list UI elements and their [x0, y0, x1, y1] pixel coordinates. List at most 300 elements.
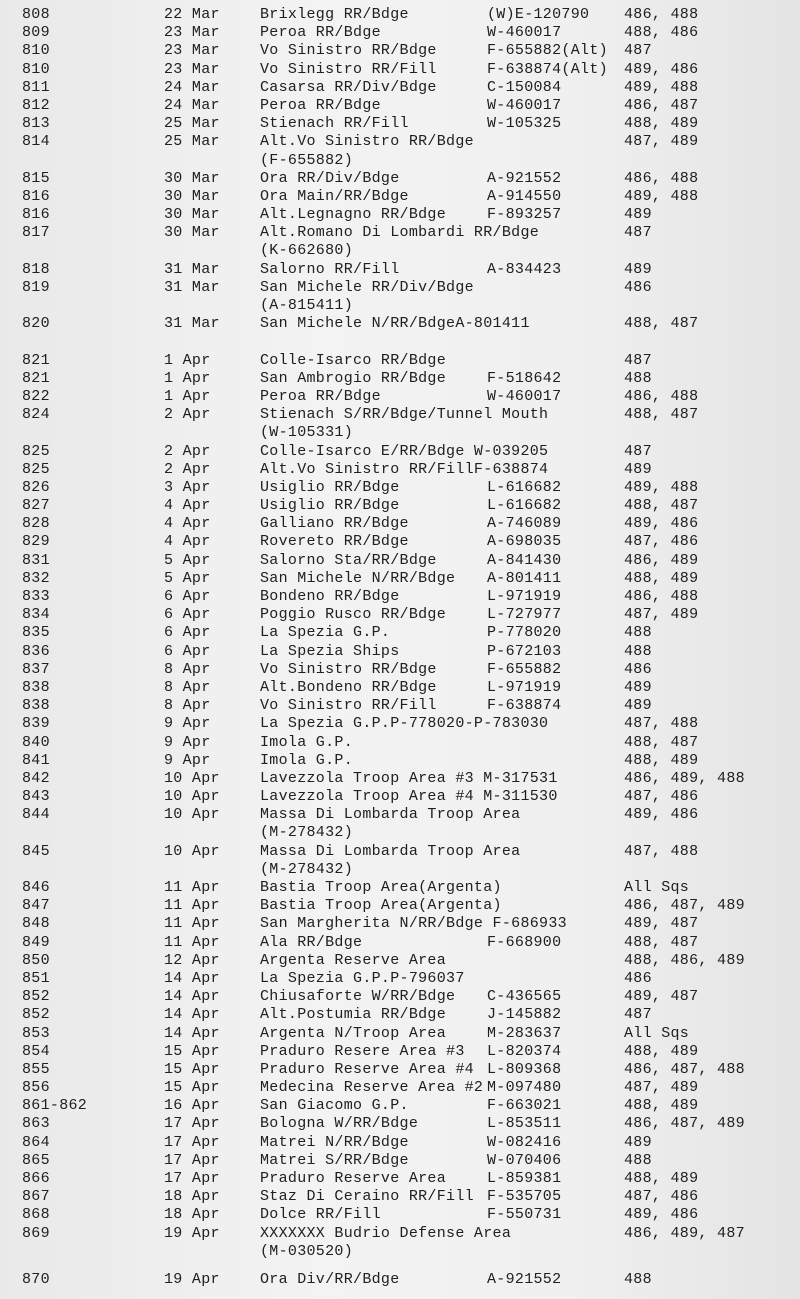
mission-target: Argenta Reserve Area — [260, 951, 447, 969]
grid-code: A-914550 — [487, 187, 562, 205]
mission-row — [0, 443, 800, 461]
mission-date: 17 Apr — [164, 1133, 220, 1151]
mission-number: 816 — [22, 206, 50, 224]
mission-date: 10 Apr — [164, 769, 220, 787]
mission-target: La Spezia Ships — [260, 642, 400, 660]
mission-target: San Margherita N/RR/Bdge F-686933 — [260, 915, 567, 933]
mission-row — [0, 861, 800, 879]
grid-code: P-778020 — [487, 624, 562, 642]
mission-target: Brixlegg RR/Bdge — [260, 6, 409, 23]
mission-number: 835 — [22, 624, 50, 642]
mission-number: 836 — [22, 642, 50, 660]
mission-number: 856 — [22, 1079, 50, 1097]
mission-date: 30 Mar — [164, 224, 220, 242]
mission-date: 3 Apr — [164, 478, 211, 496]
mission-number: 821 — [22, 351, 50, 369]
mission-row — [0, 1243, 800, 1261]
mission-date: 17 Apr — [164, 1170, 220, 1187]
mission-number: 838 — [22, 678, 50, 696]
mission-number: 867 — [22, 1188, 50, 1206]
mission-row — [0, 6, 800, 24]
mission-number: 843 — [22, 788, 50, 806]
mission-number: 825 — [22, 460, 50, 478]
squadrons: 486, 489 — [624, 551, 699, 569]
grid-code: L-859381 — [487, 1170, 562, 1187]
squadrons: 488 — [624, 1270, 652, 1288]
mission-number: 837 — [22, 660, 50, 678]
grid-code: W-082416 — [487, 1133, 562, 1151]
mission-date: 23 Mar — [164, 24, 220, 42]
mission-number: 810 — [22, 42, 50, 60]
squadrons: All Sqs — [624, 1024, 690, 1042]
mission-date: 23 Mar — [164, 42, 220, 60]
squadrons: 488, 489 — [624, 569, 699, 587]
grid-code: L-809368 — [487, 1060, 562, 1078]
mission-target: Matrei N/RR/Bdge — [260, 1133, 409, 1151]
mission-row — [0, 624, 800, 642]
grid-code: A-746089 — [487, 515, 562, 533]
mission-date: 19 Apr — [164, 1270, 220, 1288]
squadrons: 488, 489 — [624, 751, 699, 769]
mission-row — [0, 333, 800, 351]
mission-number: 866 — [22, 1170, 50, 1187]
mission-row — [0, 388, 800, 406]
mission-target: Ora Div/RR/Bdge — [260, 1270, 400, 1288]
mission-row — [0, 24, 800, 42]
squadrons: 488, 489 — [624, 1042, 699, 1060]
mission-date: 4 Apr — [164, 497, 211, 515]
mission-target: San Ambrogio RR/Bdge — [260, 369, 447, 387]
squadrons: 486, 488 — [624, 6, 699, 23]
mission-row — [0, 752, 800, 770]
mission-number: 834 — [22, 606, 50, 624]
mission-target: (F-655882) — [260, 151, 354, 169]
mission-row — [0, 734, 800, 752]
mission-target: Imola G.P. — [260, 733, 354, 751]
mission-target: Poggio Rusco RR/Bdge — [260, 606, 447, 624]
mission-row — [0, 42, 800, 60]
mission-target: Lavezzola Troop Area #4 M-311530 — [260, 788, 558, 806]
mission-target: Vo Sinistro RR/Fill — [260, 60, 437, 78]
mission-date: 10 Apr — [164, 806, 220, 824]
mission-date: 1 Apr — [164, 351, 211, 369]
mission-target: Staz Di Ceraino RR/Fill — [260, 1188, 474, 1206]
squadrons: 486, 489, 488 — [624, 769, 745, 787]
grid-code: F-518642 — [487, 369, 562, 387]
mission-number: 814 — [22, 133, 50, 151]
mission-date: 1 Apr — [164, 387, 211, 405]
mission-row — [0, 1271, 800, 1289]
squadrons: 489, 488 — [624, 78, 699, 96]
mission-row — [0, 1097, 800, 1115]
mission-row — [0, 279, 800, 297]
mission-row — [0, 133, 800, 151]
mission-number: 841 — [22, 751, 50, 769]
mission-date: 17 Apr — [164, 1115, 220, 1133]
mission-number: 831 — [22, 551, 50, 569]
mission-number: 850 — [22, 951, 50, 969]
mission-date: 22 Mar — [164, 6, 220, 23]
squadrons: 487, 488 — [624, 842, 699, 860]
mission-number: 829 — [22, 533, 50, 551]
squadrons: 489 — [624, 697, 652, 715]
mission-target: Dolce RR/Fill — [260, 1206, 381, 1224]
grid-code: F-668900 — [487, 933, 562, 951]
mission-target: Matrei S/RR/Bdge — [260, 1151, 409, 1169]
mission-target: Bondeno RR/Bdge — [260, 588, 400, 605]
mission-target: Bologna W/RR/Bdge — [260, 1115, 419, 1133]
grid-code: C-436565 — [487, 988, 562, 1006]
squadrons: 487, 486 — [624, 533, 699, 551]
mission-row — [0, 315, 800, 333]
grid-code: F-638874(Alt) — [487, 60, 608, 78]
squadrons: 486, 487 — [624, 96, 699, 114]
mission-row — [0, 406, 800, 424]
squadrons: 486, 487, 489 — [624, 897, 745, 915]
squadrons: 489 — [624, 678, 652, 696]
mission-date: 11 Apr — [164, 897, 220, 915]
mission-row — [0, 97, 800, 115]
mission-target: Alt.Legnagno RR/Bdge — [260, 206, 447, 224]
mission-date: 23 Mar — [164, 60, 220, 78]
mission-target: Stienach S/RR/Bdge/Tunnel Mouth — [260, 406, 549, 424]
grid-code: L-616682 — [487, 478, 562, 496]
mission-number: 853 — [22, 1024, 50, 1042]
mission-date: 14 Apr — [164, 1006, 220, 1024]
grid-code: L-820374 — [487, 1042, 562, 1060]
mission-row — [0, 770, 800, 788]
mission-row — [0, 897, 800, 915]
mission-number: 848 — [22, 915, 50, 933]
grid-code: W-460017 — [487, 96, 562, 114]
squadrons: 488, 486 — [624, 24, 699, 42]
mission-row — [0, 497, 800, 515]
mission-row — [0, 643, 800, 661]
mission-row — [0, 1225, 800, 1243]
mission-date: 24 Mar — [164, 96, 220, 114]
grid-code: L-727977 — [487, 606, 562, 624]
squadrons: 489, 486 — [624, 60, 699, 78]
mission-target: Alt.Vo Sinistro RR/FillF-638874 — [260, 460, 549, 478]
mission-number: 855 — [22, 1060, 50, 1078]
mission-date: 15 Apr — [164, 1079, 220, 1097]
squadrons: 486, 489, 487 — [624, 1224, 745, 1242]
mission-row — [0, 952, 800, 970]
squadrons: 486, 487, 489 — [624, 1115, 745, 1133]
mission-row — [0, 824, 800, 842]
mission-row — [0, 170, 800, 188]
mission-date: 2 Apr — [164, 442, 211, 460]
mission-row — [0, 1206, 800, 1224]
mission-row — [0, 915, 800, 933]
grid-code: F-655882(Alt) — [487, 42, 608, 60]
mission-date: 4 Apr — [164, 533, 211, 551]
grid-code: W-070406 — [487, 1151, 562, 1169]
mission-date: 6 Apr — [164, 642, 211, 660]
mission-date: 5 Apr — [164, 551, 211, 569]
mission-date: 10 Apr — [164, 788, 220, 806]
mission-row — [0, 461, 800, 479]
mission-date: 6 Apr — [164, 606, 211, 624]
grid-code: F-655882 — [487, 660, 562, 678]
mission-number: 824 — [22, 406, 50, 424]
mission-target: Colle-Isarco E/RR/Bdge W-039205 — [260, 442, 549, 460]
mission-target: Massa Di Lombarda Troop Area — [260, 842, 521, 860]
squadrons: 489 — [624, 260, 652, 278]
mission-date: 14 Apr — [164, 988, 220, 1006]
mission-number: 833 — [22, 588, 50, 605]
mission-date: 18 Apr — [164, 1188, 220, 1206]
mission-row — [0, 661, 800, 679]
mission-target: Alt.Bondeno RR/Bdge — [260, 678, 437, 696]
squadrons: 487, 489 — [624, 606, 699, 624]
mission-row — [0, 1152, 800, 1170]
grid-code: W-460017 — [487, 24, 562, 42]
squadrons: 488 — [624, 642, 652, 660]
mission-target: Massa Di Lombarda Troop Area — [260, 806, 521, 824]
mission-target: Stienach RR/Fill — [260, 115, 409, 133]
mission-target: Peroa RR/Bdge — [260, 24, 381, 42]
mission-date: 9 Apr — [164, 715, 211, 733]
squadrons: 488, 487 — [624, 315, 699, 333]
squadrons: 488 — [624, 1151, 652, 1169]
squadrons: 488 — [624, 369, 652, 387]
mission-row — [0, 552, 800, 570]
squadrons: 487, 486 — [624, 1188, 699, 1206]
squadrons: All Sqs — [624, 879, 690, 896]
squadrons: 489 — [624, 206, 652, 224]
mission-number: 827 — [22, 497, 50, 515]
squadrons: 488, 486, 489 — [624, 951, 745, 969]
mission-date: 17 Apr — [164, 1151, 220, 1169]
mission-number: 852 — [22, 988, 50, 1006]
squadrons: 488, 489 — [624, 115, 699, 133]
mission-date: 25 Mar — [164, 115, 220, 133]
mission-number: 816 — [22, 187, 50, 205]
mission-target: San Michele RR/Div/Bdge — [260, 278, 474, 296]
mission-date: 30 Mar — [164, 169, 220, 187]
mission-number: 838 — [22, 697, 50, 715]
mission-date: 19 Apr — [164, 1224, 220, 1242]
mission-date: 9 Apr — [164, 751, 211, 769]
squadrons: 489, 487 — [624, 988, 699, 1006]
mission-number: 845 — [22, 842, 50, 860]
mission-row — [0, 1025, 800, 1043]
grid-code: A-841430 — [487, 551, 562, 569]
mission-row — [0, 515, 800, 533]
mission-number: 819 — [22, 278, 50, 296]
mission-target: Salorno Sta/RR/Bdge — [260, 551, 437, 569]
mission-date: 15 Apr — [164, 1042, 220, 1060]
grid-code: P-672103 — [487, 642, 562, 660]
squadrons: 489, 486 — [624, 806, 699, 824]
mission-target: Casarsa RR/Div/Bdge — [260, 78, 437, 96]
mission-number: 808 — [22, 6, 50, 23]
mission-row — [0, 79, 800, 97]
mission-target: Praduro Reserve Area #4 — [260, 1060, 474, 1078]
mission-target: Peroa RR/Bdge — [260, 96, 381, 114]
mission-date: 30 Mar — [164, 187, 220, 205]
mission-row — [0, 115, 800, 133]
mission-row — [0, 1134, 800, 1152]
mission-row — [0, 879, 800, 897]
mission-row — [0, 1115, 800, 1133]
mission-row — [0, 715, 800, 733]
mission-target: (M-278432) — [260, 860, 354, 878]
mission-row — [0, 970, 800, 988]
mission-row — [0, 1006, 800, 1024]
mission-target: Ora RR/Div/Bdge — [260, 169, 400, 187]
mission-number: 846 — [22, 879, 50, 896]
mission-target: Usiglio RR/Bdge — [260, 497, 400, 515]
squadrons: 489, 486 — [624, 515, 699, 533]
grid-code: M-097480 — [487, 1079, 562, 1097]
mission-row — [0, 224, 800, 242]
mission-row — [0, 424, 800, 442]
mission-row — [0, 479, 800, 497]
mission-row — [0, 1188, 800, 1206]
grid-code: M-283637 — [487, 1024, 562, 1042]
mission-number: 821 — [22, 369, 50, 387]
squadrons: 487 — [624, 42, 652, 60]
mission-date: 25 Mar — [164, 133, 220, 151]
mission-number: 812 — [22, 96, 50, 114]
mission-number: 832 — [22, 569, 50, 587]
grid-code: L-853511 — [487, 1115, 562, 1133]
mission-row — [0, 679, 800, 697]
mission-target: Alt.Postumia RR/Bdge — [260, 1006, 447, 1024]
mission-target: Salorno RR/Fill — [260, 260, 400, 278]
squadrons: 487, 489 — [624, 1079, 699, 1097]
mission-target: Imola G.P. — [260, 751, 354, 769]
squadrons: 486, 487, 488 — [624, 1060, 745, 1078]
grid-code: A-834423 — [487, 260, 562, 278]
mission-date: 31 Mar — [164, 260, 220, 278]
mission-row — [0, 370, 800, 388]
mission-number: 861-862 — [22, 1097, 88, 1115]
squadrons: 487 — [624, 351, 652, 369]
grid-code: F-550731 — [487, 1206, 562, 1224]
squadrons: 488, 487 — [624, 933, 699, 951]
mission-number: 810 — [22, 60, 50, 78]
mission-target: La Spezia G.P. — [260, 624, 391, 642]
mission-target: Bastia Troop Area(Argenta) — [260, 897, 502, 915]
mission-row — [0, 352, 800, 370]
mission-row — [0, 1061, 800, 1079]
mission-row — [0, 188, 800, 206]
mission-date: 8 Apr — [164, 678, 211, 696]
mission-number: 851 — [22, 969, 50, 987]
mission-number: 815 — [22, 169, 50, 187]
mission-number: 840 — [22, 733, 50, 751]
mission-date: 18 Apr — [164, 1206, 220, 1224]
squadrons: 486, 488 — [624, 387, 699, 405]
mission-number: 818 — [22, 260, 50, 278]
squadrons: 486 — [624, 660, 652, 678]
mission-date: 24 Mar — [164, 78, 220, 96]
mission-target: San Giacomo G.P. — [260, 1097, 409, 1115]
mission-row — [0, 261, 800, 279]
grid-code: (W)E-120790 — [487, 6, 590, 23]
mission-target: San Michele N/RR/BdgeA-801411 — [260, 315, 530, 333]
mission-target: La Spezia G.P.P-796037 — [260, 969, 465, 987]
grid-code: C-150084 — [487, 78, 562, 96]
mission-number: 864 — [22, 1133, 50, 1151]
mission-target: (K-662680) — [260, 242, 354, 260]
mission-date: 4 Apr — [164, 515, 211, 533]
grid-code: F-663021 — [487, 1097, 562, 1115]
mission-number: 822 — [22, 387, 50, 405]
grid-code: J-145882 — [487, 1006, 562, 1024]
mission-number: 839 — [22, 715, 50, 733]
squadrons: 487, 489 — [624, 133, 699, 151]
mission-number: 852 — [22, 1006, 50, 1024]
mission-date: 31 Mar — [164, 278, 220, 296]
mission-date: 30 Mar — [164, 206, 220, 224]
squadrons: 487 — [624, 224, 652, 242]
squadrons: 489 — [624, 1133, 652, 1151]
mission-date: 8 Apr — [164, 697, 211, 715]
mission-target: Praduro Resere Area #3 — [260, 1042, 465, 1060]
mission-number: 844 — [22, 806, 50, 824]
mission-row — [0, 297, 800, 315]
mission-number: 825 — [22, 442, 50, 460]
grid-code: F-638874 — [487, 697, 562, 715]
mission-number: 869 — [22, 1224, 50, 1242]
mission-target: Galliano RR/Bdge — [260, 515, 409, 533]
mission-target: Ala RR/Bdge — [260, 933, 363, 951]
mission-row — [0, 788, 800, 806]
mission-number: 809 — [22, 24, 50, 42]
mission-target: Medecina Reserve Area #2 — [260, 1079, 484, 1097]
squadrons: 489, 488 — [624, 187, 699, 205]
mission-date: 31 Mar — [164, 315, 220, 333]
mission-row — [0, 806, 800, 824]
mission-date: 12 Apr — [164, 951, 220, 969]
mission-date: 9 Apr — [164, 733, 211, 751]
squadrons: 488, 487 — [624, 497, 699, 515]
grid-code: F-893257 — [487, 206, 562, 224]
squadrons: 488, 487 — [624, 733, 699, 751]
mission-target: Peroa RR/Bdge — [260, 387, 381, 405]
squadrons: 486, 488 — [624, 169, 699, 187]
mission-target: XXXXXXX Budrio Defense Area — [260, 1224, 512, 1242]
mission-date: 11 Apr — [164, 915, 220, 933]
mission-target: (W-105331) — [260, 424, 354, 442]
mission-target: Usiglio RR/Bdge — [260, 478, 400, 496]
mission-date: 11 Apr — [164, 879, 220, 896]
mission-row — [0, 1170, 800, 1188]
squadrons: 489, 488 — [624, 478, 699, 496]
mission-target: (A-815411) — [260, 297, 354, 314]
mission-number: 847 — [22, 897, 50, 915]
mission-date: 11 Apr — [164, 933, 220, 951]
mission-number: 842 — [22, 769, 50, 787]
mission-number: 870 — [22, 1270, 50, 1288]
mission-date: 6 Apr — [164, 624, 211, 642]
mission-number: 817 — [22, 224, 50, 242]
mission-target: Vo Sinistro RR/Fill — [260, 697, 437, 715]
grid-code: F-535705 — [487, 1188, 562, 1206]
mission-number: 820 — [22, 315, 50, 333]
mission-number: 868 — [22, 1206, 50, 1224]
mission-row — [0, 988, 800, 1006]
squadrons: 488 — [624, 624, 652, 642]
grid-code: W-460017 — [487, 387, 562, 405]
mission-row — [0, 606, 800, 624]
mission-row — [0, 1043, 800, 1061]
mission-target: (M-030520) — [260, 1242, 354, 1260]
